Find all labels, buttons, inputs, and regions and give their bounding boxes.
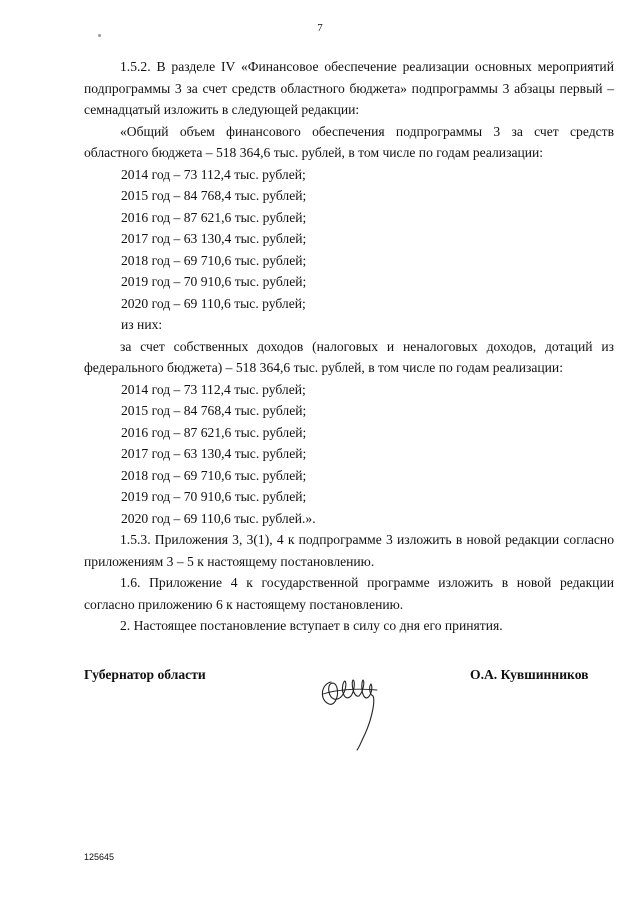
quote-intro: «Общий объем финансового обеспечения подпрограммы 3 за счет средств областного бюджета – 518 364,6 тыс. рублей, в том числе по годам реализации:	[84, 123, 614, 160]
page-number: 7	[317, 22, 323, 34]
list-item: 2019 год – 70 910,6 тыс. рублей;	[121, 274, 307, 289]
list-item: 2020 год – 69 110,6 тыс. рублей.».	[121, 510, 316, 526]
of-them-label: из них:	[121, 317, 163, 332]
list-item: 2018 год – 69 710,6 тыс. рублей;	[121, 252, 307, 268]
signatory-position: Губернатор области	[84, 667, 206, 682]
signatory-name: О.А. Кувшинников	[470, 667, 589, 682]
years-own-list	[84, 379, 614, 530]
paragraph-1-5-3: 1.5.3. Приложения 3, 3(1), 4 к подпрограмме 3 изложить в новой редакции согласно приложениям 3 – 5 к настоящему постановлению.	[84, 532, 614, 569]
list-item: 2015 год – 84 768,4 тыс. рублей;	[121, 188, 307, 203]
list-item: 2014 год – 73 112,4 тыс. рублей;	[121, 166, 306, 182]
list-item: 2017 год – 63 130,4 тыс. рублей;	[121, 231, 307, 246]
list-item: 2016 год – 87 621,6 тыс. рублей;	[121, 424, 307, 440]
list-item: 2018 год – 69 710,6 тыс. рублей;	[121, 467, 307, 483]
paragraph-2: 2. Настоящее постановление вступает в силу со дня его принятия.	[120, 618, 503, 633]
list-item: 2020 год – 69 110,6 тыс. рублей;	[121, 295, 306, 311]
paragraph-1-6: 1.6. Приложение 4 к государственной программе изложить в новой редакции согласно приложению 6 к настоящему постановлению.	[84, 575, 614, 612]
list-item: 2014 год – 73 112,4 тыс. рублей;	[121, 381, 306, 397]
own-income-paragraph: за счет собственных доходов (налоговых и неналоговых доходов, дотаций из федерального бюджета) – 518 364,6 тыс. рублей, в том числе по годам реализации:	[84, 338, 614, 375]
list-item: 2016 год – 87 621,6 тыс. рублей;	[121, 209, 307, 225]
document-code: 125645	[84, 852, 115, 862]
list-item: 2015 год – 84 768,4 тыс. рублей;	[121, 403, 307, 418]
document-body	[84, 56, 614, 637]
paragraph-1-5-2: 1.5.2. В разделе IV «Финансовое обеспечение реализации основных мероприятий подпрограммы 3 за счет средств областного бюджета» подпрограммы 3 абзацы первый – семнадцатый изложить в следующей редакции:	[84, 59, 614, 117]
handwritten-signature	[315, 660, 385, 752]
years-total-list	[84, 164, 614, 336]
list-item: 2019 год – 70 910,6 тыс. рублей;	[121, 489, 307, 504]
list-item: 2017 год – 63 130,4 тыс. рублей;	[121, 446, 307, 461]
scan-mark	[98, 34, 101, 37]
